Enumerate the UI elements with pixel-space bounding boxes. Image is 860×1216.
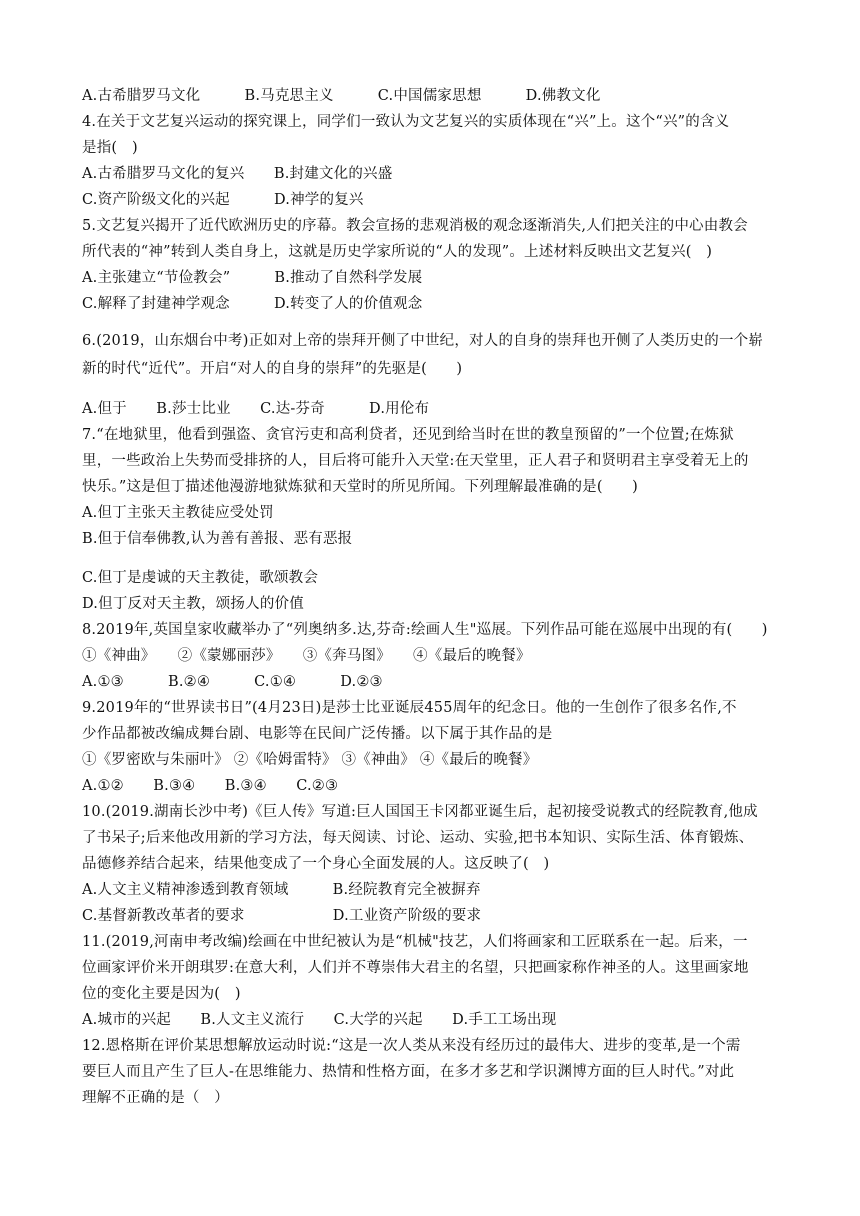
q5-options-cd: C.解释了封建神学观念 D.转变了人的价值观念 [82,296,423,312]
q10-stem-line-1: 10.(2019.湖南长沙中考)《巨人传》写道:巨人国国王卡冈都亚诞生后，起初接受说教式的经院教育,他成 [82,804,758,820]
q7-stem-line-3: 快乐。”这是但丁描述他漫游地狱炼狱和天堂时的所见所闻。下列理解最准确的是( ) [82,479,638,495]
q10-options-cd: C.基督新教改革者的要求 D.工业资产阶级的要求 [82,908,482,924]
q8-stem: 8.2019年,英国皇家收藏举办了“列奥纳多.达,芬奇:绘画人生"巡展。下列作品可能在巡展中出现的有( ) [82,622,768,638]
q11-options: A.城市的兴起 B.人文主义流行 C.大学的兴起 D.手工工场出现 [82,1012,557,1028]
q9-items: ①《罗密欧与朱丽叶》 ②《哈姆雷特》 ③《神曲》 ④《最后的晚餐》 [82,752,538,768]
q12-stem-line-1: 12.恩格斯在评价某思想解放运动时说:“这是一次人类从来没有经历过的最伟大、进步的变革,是一个需 [82,1038,741,1054]
q5-stem-line-2: 所代表的“神”转到人类自身上，这就是历史学家所说的“人的发现”。上述材料反映出文艺复兴( ) [82,244,713,260]
q4-options-ab: A.古希腊罗马文化的复兴 B.封建文化的兴盛 [82,166,393,182]
q7-stem-line-2: 里，一些政治上失势而受排挤的人，目后将可能升入天堂:在天堂里，正人君子和贤明君主享受着无上的 [82,453,749,469]
q7-stem-line-1: 7.“在地狱里，他看到强盗、贪官污吏和高利贷者，还见到给当时在世的教皇预留的”一个位置;在炼狱 [82,427,734,443]
q7-option-b: B.但于信奉佛教,认为善有善报、恶有恶报 [82,531,353,547]
q3-options: A.古希腊罗马文化 B.马克思主义 C.中国儒家思想 D.佛教文化 [82,88,601,104]
q9-stem-line-1: 9.2019年的“世界读书日”(4月23日)是莎士比亚诞辰455周年的纪念日。他的一生创作了很多名作,不 [82,700,737,716]
q6-stem-line-2: 新的时代“近代”。开启“对人的自身的崇拜”的先驱是( ) [82,361,463,377]
q10-stem-line-2: 了书呆子;后来他改用新的学习方法，每天阅读、讨论、运动、实验,把书本知识、实际生活、体育锻炼、 [82,830,754,846]
q10-options-ab: A.人文主义精神渗透到教育领域 B.经院教育完全被摒弃 [82,882,481,898]
q10-stem-line-3: 品德修养结合起来，结果他变成了一个身心全面发展的人。这反映了( ) [82,856,550,872]
q8-items: ①《神曲》 ②《蒙娜丽莎》 ③《奔马图》 ④《最后的晚餐》 [82,648,531,664]
q11-stem-line-1: 11.(2019,河南申考改编)绘画在中世纪被认为是“机械"技艺，人们将画家和工匠联系在一起。后来，一 [82,934,748,950]
q4-stem-line-2: 是指( ) [82,140,138,156]
q9-stem-line-2: 少作品都被改编成舞台剧、电影等在民间广泛传播。以下属于其作品的是 [82,726,553,742]
q5-options-ab: A.主张建立“节俭教会” B.推动了自然科学发展 [82,270,423,286]
q4-stem-line-1: 4.在关于文艺复兴运动的探究课上，同学们一致认为文艺复兴的实质体现在“兴”上。这个“兴”的含义 [82,114,730,130]
q6-options: A.但于 B.莎士比业 C.达-芬奇 D.用伦布 [82,401,430,417]
q11-stem-line-2: 位画家评价米开朗琪罗:在意大利，人们并不尊崇伟大君主的名望，只把画家称作神圣的人。这里画家地 [82,960,749,976]
q12-stem-line-3: 理解不正确的是（ ） [82,1090,229,1106]
q11-stem-line-3: 位的变化主要是因为( ) [82,986,241,1002]
q6-stem-line-1: 6.(2019，山东烟台中考)正如对上帝的崇拜开侧了中世纪，对人的自身的崇拜也开侧了人类历史的一个崭 [82,333,764,349]
q9-options: A.①② B.③④ B.③④ C.②③ [82,778,339,794]
q7-option-a: A.但丁主张天主教徒应受处罚 [82,505,274,521]
q7-option-d: D.但丁反对天主教，颂扬人的价值 [82,596,304,612]
q4-options-cd: C.资产阶级文化的兴起 D.神学的复兴 [82,192,364,208]
q7-option-c: C.但丁是虔诚的天主教徒，歌颂教会 [82,570,319,586]
q5-stem-line-1: 5.文艺复兴揭开了近代欧洲历史的序幕。教会宣扬的悲观消极的观念逐渐消失,人们把关注的中心由教会 [82,218,748,234]
q12-stem-line-2: 要巨人而且产生了巨人-在思维能力、热情和性格方面，在多才多艺和学识渊博方面的巨人时代。”对此 [82,1064,735,1080]
q8-options: A.①③ B.②④ C.①④ D.②③ [82,674,383,690]
